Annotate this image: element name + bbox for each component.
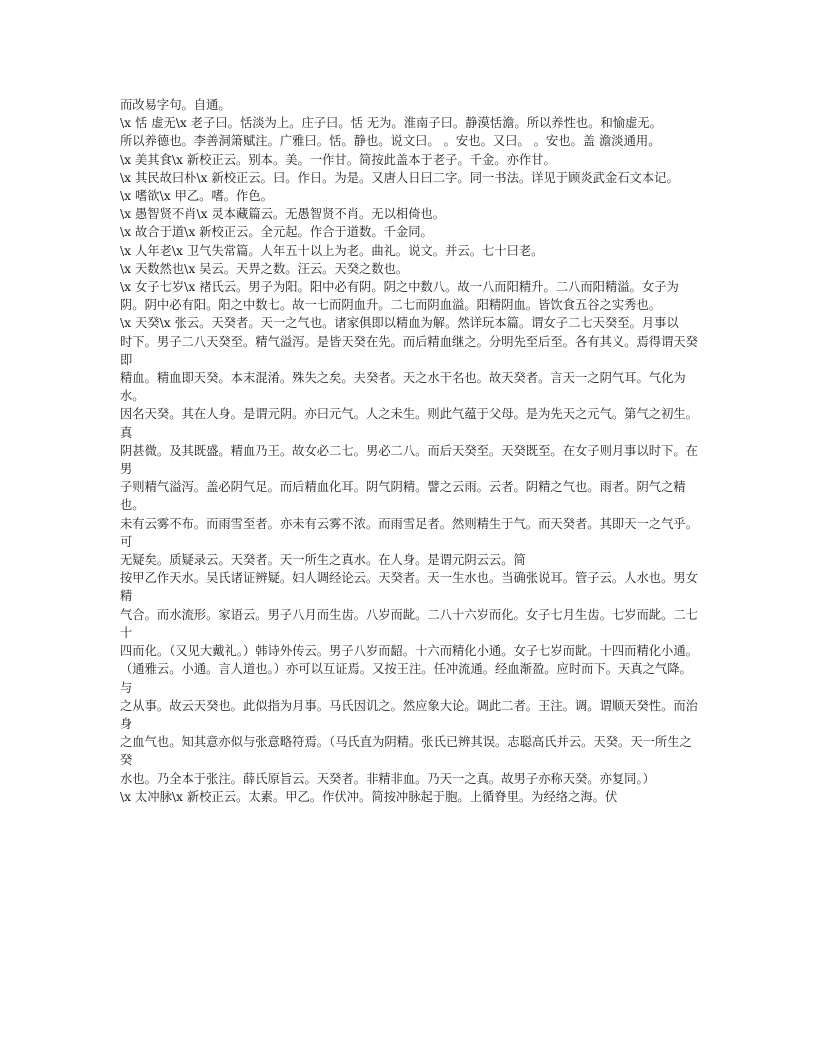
text-line-13: \x 天癸\x 张云。天癸者。天一之气也。诸家俱即以精血为解。然详玩本篇。谓女子二七天癸至。月事以 (120, 316, 679, 331)
text-line-17: 阴甚微。及其既盛。精血乃王。故女必二七。男必二八。而后天癸至。天癸既至。在女子则月事以时下。在男 (120, 443, 698, 477)
document-page (120, 96, 698, 806)
text-line-26: 之血气也。知其意亦似与张意略符焉。（马氏直为阴精。张氏已辨其误。志聪高氏并云。天癸。天一所生之癸 (120, 735, 692, 768)
text-line-2: \x 恬 虚无\x 老子曰。恬淡为上。庄子曰。恬 无为。淮南子曰。静漠恬澹。所以养性也。和愉虚无。 (120, 116, 662, 131)
text-line-11: \x 女子七岁\x 褚氏云。男子为阳。阳中必有阴。阴之中数八。故一八而阳精升。二八而阳精溢。女子为 (120, 280, 679, 295)
text-line-8: \x 故合于道\x 新校正云。全元起。作合于道数。千金同。 (120, 225, 433, 240)
text-line-18: 子则精气溢泻。盖必阴气足。而后精血化耳。阴气阴精。譬之云雨。云者。阴精之气也。雨者。阴气之精也。 (120, 480, 686, 513)
text-line-12: 阴。阴中必有阳。阳之中数七。故一七而阴血升。二七而阴血溢。阳精阴血。皆饮食五谷之实秀也。 (120, 298, 662, 313)
text-line-7: \x 愚智贤不肖\x 灵本藏篇云。无愚智贤不肖。无以相倚也。 (120, 207, 446, 222)
text-line-24: （通雅云。小通。言人道也。）亦可以互证焉。又按王注。任冲流通。经血渐盈。应时而下。天真之气降。与 (120, 662, 692, 695)
text-line-27: 水也。乃全本于张注。薛氏原旨云。天癸者。非精非血。乃天一之真。故男子亦称天癸。亦复同。） (120, 771, 655, 786)
text-line-25: 之从事。故云天癸也。此似指为月事。马氏因讥之。然应象大论。调此二者。王注。调。谓顺天癸性。而治身 (120, 698, 698, 731)
text-line-19: 未有云雾不布。而雨雪至者。亦未有云雾不浓。而雨雪足者。然则精生于气。而天癸者。其即天一之气乎。可 (120, 516, 698, 549)
text-line-4: \x 美其食\x 新校正云。别本。美。一作甘。简按此盖本于老子。千金。亦作甘。 (120, 152, 556, 167)
text-line-6: \x 嗜欲\x 甲乙。嗜。作色。 (120, 189, 273, 204)
text-line-16: 因名天癸。其在人身。是谓元阴。亦曰元气。人之未生。则此气蕴于父母。是为先天之元气。第气之初生。真 (120, 407, 698, 440)
text-line-21: 按甲乙作天水。吴氏诸证辨疑。妇人调经论云。天癸者。天一生水也。当确张说耳。管子云。人水也。男女精 (120, 571, 698, 604)
text-line-5: \x 其民故曰朴\x 新校正云。曰。作日。为是。又唐人日曰二字。同一书法。详见于顾炎武金石文本记。 (120, 170, 679, 185)
text-line-9: \x 人年老\x 卫气失常篇。人年五十以上为老。曲礼。说文。并云。七十曰老。 (120, 243, 544, 258)
text-line-28: \x 太冲脉\x 新校正云。太素。甲乙。作伏冲。简按冲脉起于胞。上循脊里。为经络之海。伏 (120, 789, 618, 804)
text-line-15: 精血。精血即天癸。本末混淆。殊失之矣。夫癸者。天之水干名也。故天癸者。言天一之阴气耳。气化为水。 (120, 371, 686, 404)
text-line-20: 无疑矣。质疑录云。天癸者。天一所生之真水。在人身。是谓元阴云云。简 (120, 553, 526, 568)
text-line-22: 气合。而水流形。家语云。男子八月而生齿。八岁而龀。二八十六岁而化。女子七月生齿。七岁而龀。二七十 (120, 607, 698, 640)
text-line-23: 四而化。（又见大戴礼。）韩诗外传云。男子八岁而龆。十六而精化小通。女子七岁而龀。十四而精化小通。 (120, 644, 698, 659)
text-line-14: 时下。男子二八天癸至。精气溢泻。是皆天癸在先。而后精血继之。分明先至后至。各有其义。焉得谓天癸即 (120, 334, 698, 367)
text-line-3: 所以养德也。李善洞箫赋注。广雅曰。恬。静也。说文曰。 。安也。又曰。 。安也。盖 澹淡通用。 (120, 134, 661, 149)
text-line-1: 而改易字句。自通。 (120, 98, 231, 112)
text-line-10: \x 天数然也\x 吴云。天畀之数。汪云。天癸之数也。 (120, 261, 409, 276)
